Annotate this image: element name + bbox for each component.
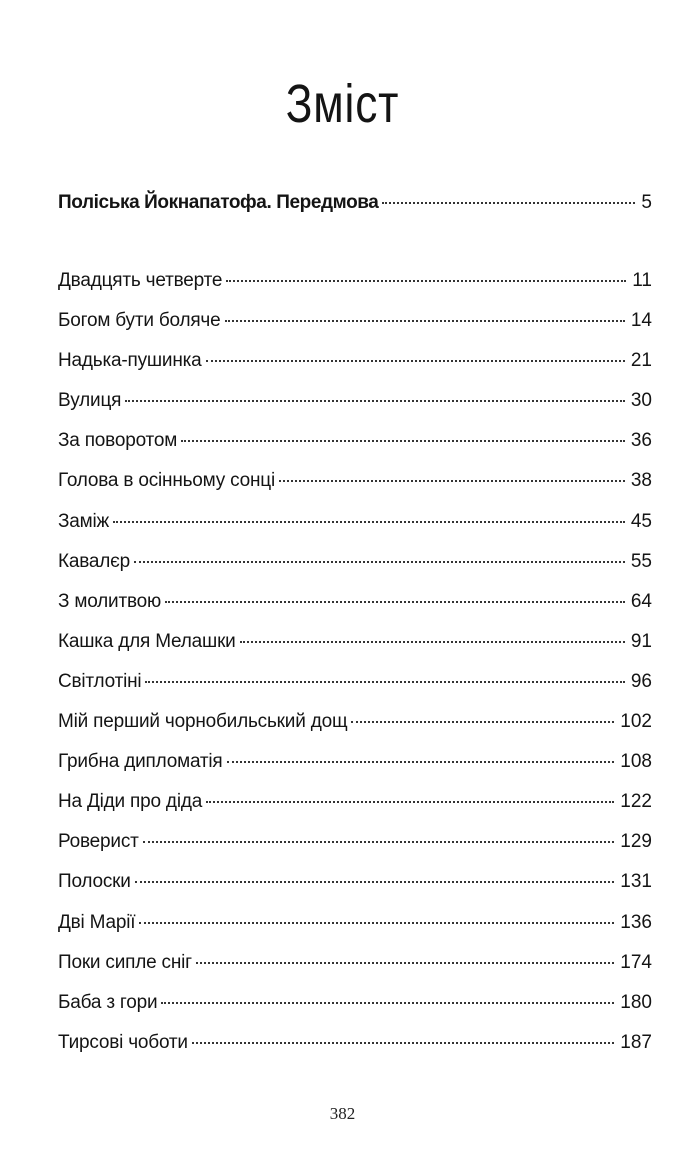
dot-leader <box>181 440 625 442</box>
dot-leader <box>382 202 635 204</box>
toc-entry-page: 136 <box>620 911 652 933</box>
dot-leader <box>192 1042 614 1044</box>
dot-leader <box>206 360 625 362</box>
dot-leader <box>134 561 625 563</box>
toc-entry <box>58 990 652 1030</box>
toc-entry <box>58 428 652 468</box>
toc-entry-page: 174 <box>620 951 652 973</box>
toc-entry <box>58 669 652 709</box>
dot-leader <box>165 601 625 603</box>
toc-entry <box>58 348 652 388</box>
toc-entry-title: Богом бути боляче <box>58 310 221 332</box>
toc-list <box>58 268 652 1070</box>
toc-entry-title: Двадцять четверте <box>58 270 223 291</box>
toc-entry-title: Заміж <box>58 510 110 532</box>
toc-entry-title: Кавалєр <box>58 550 131 572</box>
dot-leader <box>145 681 624 683</box>
toc-entry-title: Поки сипле сніг <box>58 951 192 973</box>
dot-leader <box>143 841 615 843</box>
toc-entry <box>58 829 652 869</box>
toc-entry-title: На Діди про діда <box>58 791 203 813</box>
dot-leader <box>113 521 625 523</box>
toc-entry <box>58 869 652 909</box>
toc-entry-page: 131 <box>620 871 652 893</box>
toc-entry-page: 38 <box>630 470 652 492</box>
dot-leader <box>227 761 615 763</box>
dot-leader <box>135 881 615 883</box>
toc-entry-title: Тирсові чоботи <box>58 1031 188 1053</box>
toc-entry-title: Мій перший чорнобильський дощ <box>58 711 348 733</box>
toc-entry <box>58 268 652 308</box>
toc-entry-title: Кашка для Мелашки <box>58 630 236 652</box>
toc-entry-page: 64 <box>630 590 652 612</box>
toc-entry <box>58 910 652 950</box>
toc-entry <box>58 308 652 348</box>
toc-entry-title: Дві Марії <box>58 911 136 933</box>
toc-entry-title: Полоски <box>58 871 131 893</box>
dot-leader <box>139 922 614 924</box>
toc-entry <box>58 950 652 990</box>
toc-entry-page: 11 <box>632 270 652 291</box>
toc-entry-page: 102 <box>620 711 652 733</box>
toc-entry-page: 122 <box>620 791 652 813</box>
toc-entry <box>58 789 652 829</box>
toc-entry <box>58 749 652 789</box>
dot-leader <box>226 280 626 282</box>
page-title: Зміст <box>285 74 400 134</box>
toc-entry <box>58 388 652 428</box>
toc-entry-page: 96 <box>630 670 652 692</box>
dot-leader <box>225 320 625 322</box>
toc-entry-page: 180 <box>620 991 652 1013</box>
toc-entry-page: 5 <box>641 192 652 213</box>
toc-entry <box>58 589 652 629</box>
toc-entry-title: З молитвою <box>58 590 162 612</box>
toc-entry <box>58 549 652 589</box>
toc-entry-title: Баба з гори <box>58 991 158 1013</box>
toc-preface <box>58 190 652 230</box>
dot-leader <box>240 641 625 643</box>
toc-entry-title: Надька-пушинка <box>58 350 202 372</box>
toc-entry <box>58 709 652 749</box>
toc-entry-page: 14 <box>630 310 652 332</box>
dot-leader <box>125 400 625 402</box>
dot-leader <box>161 1002 614 1004</box>
toc-entry <box>58 629 652 669</box>
toc-entry-title: Грибна дипломатія <box>58 751 223 773</box>
dot-leader <box>279 480 625 482</box>
dot-leader <box>351 721 614 723</box>
toc-entry <box>58 509 652 549</box>
toc-entry-title: Поліська Йокнапатофа. Передмова <box>58 192 379 213</box>
toc-entry-title: Роверист <box>58 831 139 853</box>
toc-entry-page: 108 <box>620 751 652 773</box>
toc-entry <box>58 1030 652 1070</box>
toc-entry-preface <box>58 190 652 230</box>
dot-leader <box>196 962 614 964</box>
toc-entry <box>58 468 652 508</box>
toc-entry-page: 36 <box>630 430 652 452</box>
toc-entry-page: 91 <box>630 630 652 652</box>
page-number: 382 <box>329 1104 356 1123</box>
toc-entry-page: 129 <box>620 831 652 853</box>
toc-entry-title: Голова в осінньому сонці <box>58 470 276 492</box>
toc-entry-page: 187 <box>620 1031 652 1053</box>
toc-entry-page: 30 <box>630 390 652 412</box>
toc-entry-title: За поворотом <box>58 430 178 452</box>
toc-entry-title: Світлотіні <box>58 670 142 692</box>
toc-entry-page: 21 <box>630 350 652 372</box>
toc-entry-page: 55 <box>630 550 652 572</box>
toc-entry-page: 45 <box>630 510 652 532</box>
toc-entry-title: Вулиця <box>58 390 122 412</box>
dot-leader <box>206 801 614 803</box>
